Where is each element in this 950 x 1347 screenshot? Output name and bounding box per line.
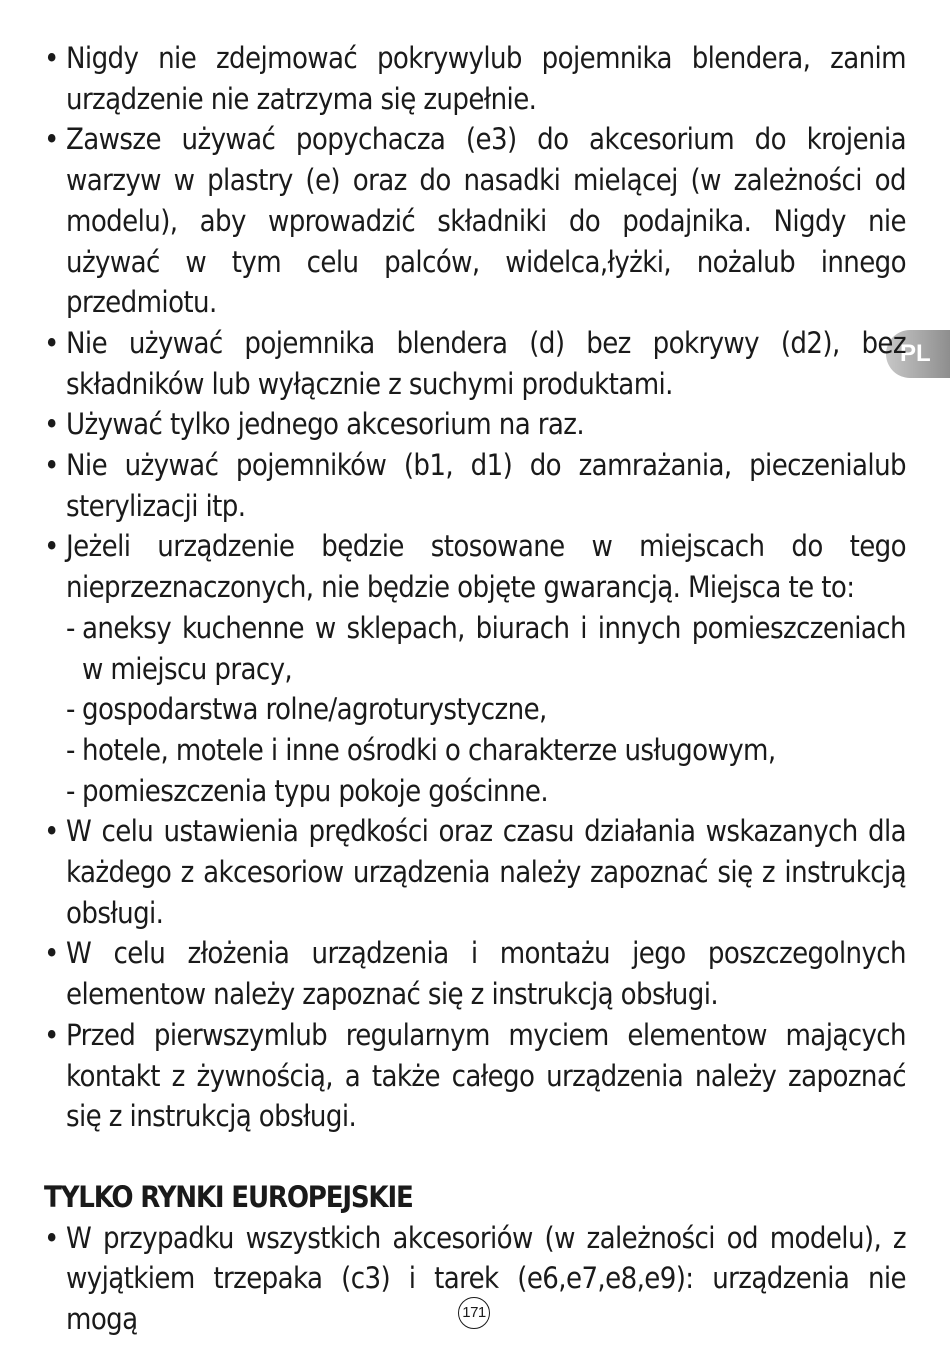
bullet-marker: • bbox=[44, 407, 59, 442]
list-item-text: W celu ustawienia prędkości oraz czasu działania wskazanych dla każdego z akcesoriow urządzenia należy zapoznać się z instrukcją obsługi. bbox=[66, 814, 906, 930]
bullet-marker: • bbox=[44, 1017, 59, 1052]
dash-marker: - bbox=[66, 610, 75, 645]
bullet-marker: • bbox=[44, 41, 59, 75]
sub-list-item-text: gospodarstwa rolne/agroturystyczne, bbox=[82, 692, 547, 727]
sub-list-item bbox=[44, 689, 906, 730]
list-item bbox=[44, 933, 906, 1014]
list-item-text: Przed pierwszymlub regularnym myciem elementow mających kontakt z żywnością, a także całego urządzenia należy zapoznać się z instrukcją obsługi. bbox=[66, 1017, 906, 1134]
section-heading: TYLKO RYNKI EUROPEJSKIE bbox=[44, 1179, 413, 1214]
list-item-text: W przypadku wszystkich akcesoriów (w zależności od modelu), z wyjątkiem trzepaka (c3) i tarek (e6,e7,e8,e9): urządzenia nie mogą bbox=[66, 1220, 906, 1337]
sub-list-item bbox=[44, 730, 906, 771]
dash-marker: - bbox=[66, 692, 75, 727]
list-item-text: W celu złożenia urządzenia i montażu jego poszczegolnych elementow należy zapoznać się z instrukcją obsługi. bbox=[66, 936, 906, 1012]
dash-marker: - bbox=[66, 732, 75, 767]
sub-list-item bbox=[44, 608, 906, 689]
list-item bbox=[44, 811, 906, 933]
bullet-marker: • bbox=[44, 325, 59, 360]
list-item-text: Zawsze używać popychacza (e3) do akcesorium do krojenia warzyw w plastry (e) oraz do nasadki mielącej (w zależności od modelu), aby wprowadzić składniki do podajnika. Nigdy nie używać w tym celu palców, widelca,łyżki, nożalub innego przedmiotu. bbox=[66, 122, 906, 320]
list-item-text: Nie używać pojemnika blendera (d) bez pokrywy (d2), bez składników lub wyłącznie z suchymi produktami. bbox=[66, 325, 906, 401]
list-item bbox=[44, 119, 906, 323]
bullet-marker: • bbox=[44, 936, 59, 971]
sub-list-item bbox=[44, 771, 906, 812]
bullet-marker: • bbox=[44, 1220, 59, 1255]
list-item bbox=[44, 1015, 906, 1137]
list-item bbox=[44, 323, 906, 404]
list-item bbox=[44, 404, 906, 445]
language-tab: PL bbox=[886, 330, 950, 378]
list-item-text: Nigdy nie zdejmować pokrywylub pojemnika blendera, zanim urządzenie nie zatrzyma się zupełnie. bbox=[66, 41, 906, 116]
sub-list-item-text: pomieszczenia typu pokoje gościnne. bbox=[82, 773, 549, 808]
list-item-text: Używać tylko jednego akcesorium na raz. bbox=[66, 407, 585, 442]
bullet-marker: • bbox=[44, 814, 59, 849]
sub-list-item-text: aneksy kuchenne w sklepach, biurach i innych pomieszczeniach w miejscu pracy, bbox=[82, 610, 906, 686]
list-item bbox=[44, 38, 906, 119]
document-body bbox=[44, 38, 906, 1340]
bullet-marker: • bbox=[44, 448, 59, 483]
sub-list-item-text: hotele, motele i inne ośrodki o charakterze usługowym, bbox=[82, 732, 776, 767]
bullet-marker: • bbox=[44, 529, 59, 564]
dash-marker: - bbox=[66, 773, 75, 808]
list-item bbox=[44, 445, 906, 526]
list-item-text: Jeżeli urządzenie będzie stosowane w miejscach do tego nieprzeznaczonych, nie będzie objęte gwarancją. Miejsca te to: bbox=[66, 529, 906, 605]
list-item bbox=[44, 526, 906, 607]
page-number: 171 bbox=[458, 1297, 490, 1329]
bullet-marker: • bbox=[44, 122, 59, 157]
list-item-text: Nie używać pojemników (b1, d1) do zamrażania, pieczenialub sterylizacji itp. bbox=[66, 448, 906, 523]
